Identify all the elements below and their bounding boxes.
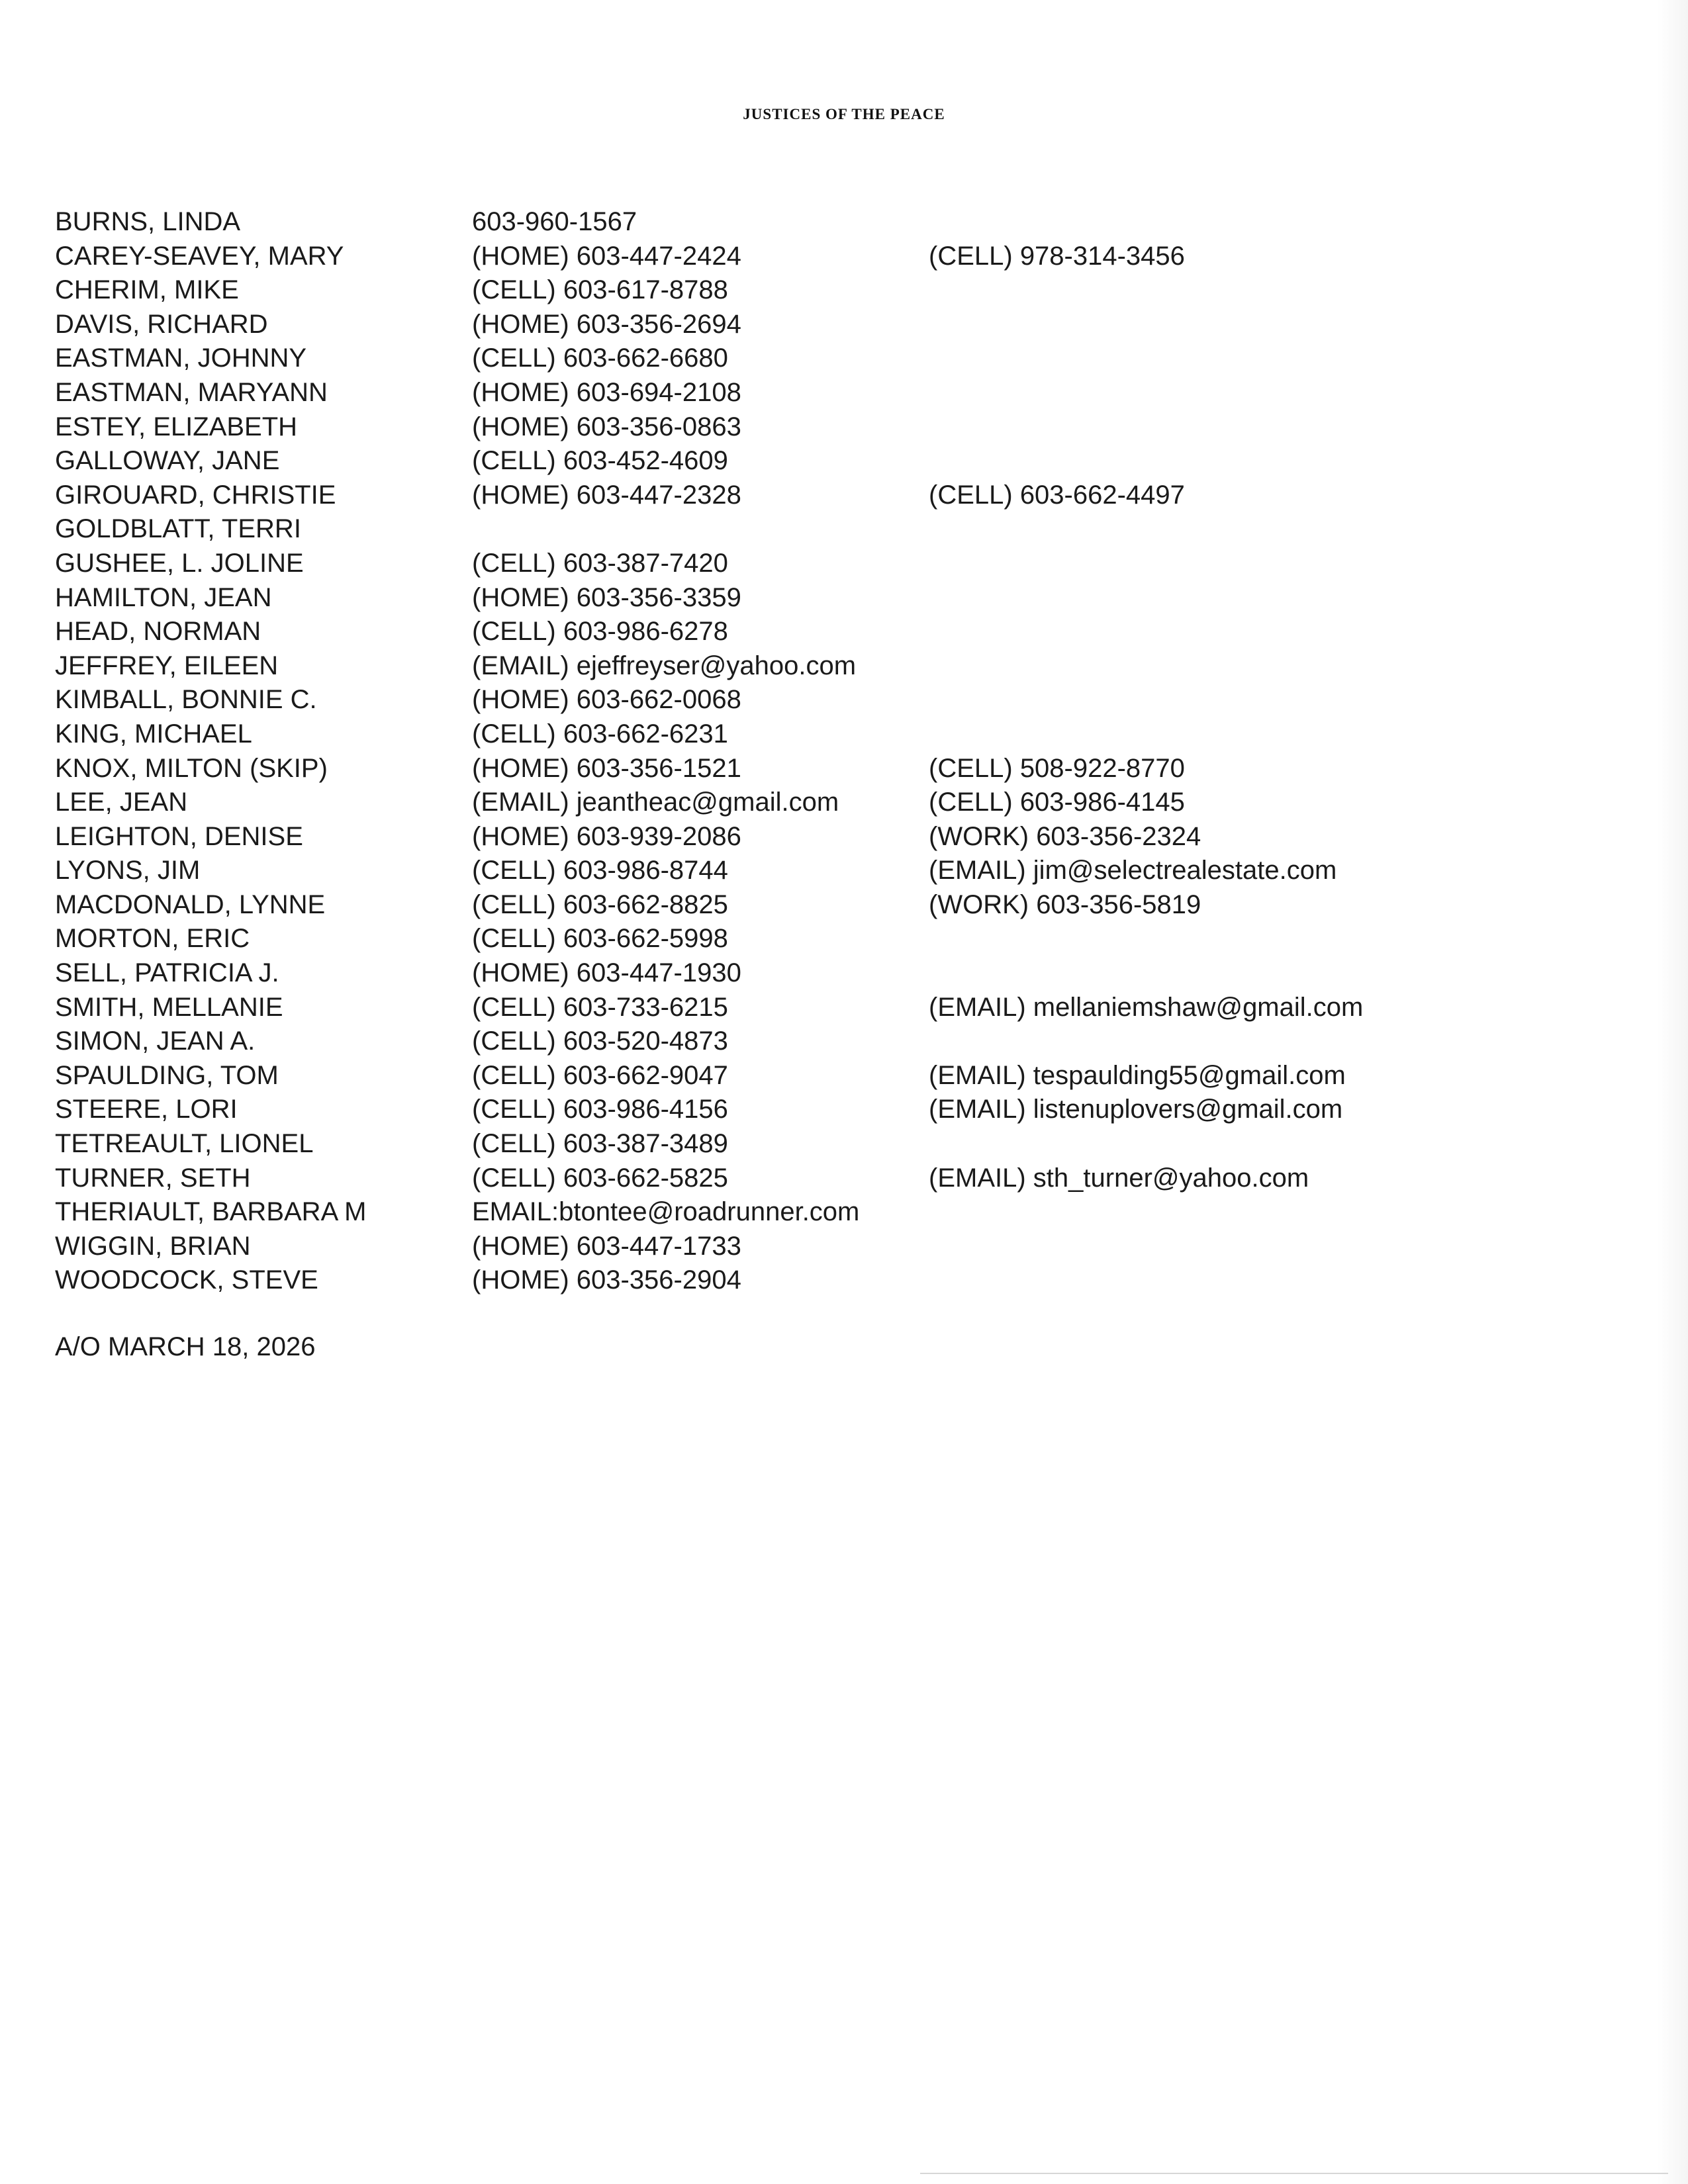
scan-edge-shadow bbox=[1658, 0, 1688, 2184]
justice-name: BURNS, LINDA bbox=[55, 207, 241, 236]
primary-contact: (CELL) 603-733-6215 bbox=[472, 992, 728, 1022]
justice-name: EASTMAN, MARYANN bbox=[55, 377, 328, 407]
list-row bbox=[55, 205, 1445, 240]
justice-name: ESTEY, ELIZABETH bbox=[55, 412, 298, 441]
secondary-contact: (CELL) 603-662-4497 bbox=[929, 480, 1185, 510]
secondary-contact: (CELL) 978-314-3456 bbox=[929, 241, 1185, 271]
justice-name: SPAULDING, TOM bbox=[55, 1060, 279, 1090]
list-row bbox=[55, 922, 1445, 956]
list-row bbox=[55, 1059, 1445, 1093]
justice-name: CAREY-SEAVEY, MARY bbox=[55, 241, 344, 271]
list-row bbox=[55, 581, 1445, 615]
list-row bbox=[55, 478, 1445, 513]
justice-name: GALLOWAY, JANE bbox=[55, 446, 280, 476]
justice-name: GOLDBLATT, TERRI bbox=[55, 514, 301, 544]
justice-name: JEFFREY, EILEEN bbox=[55, 651, 279, 680]
justice-name: HEAD, NORMAN bbox=[55, 617, 261, 647]
justice-name: TETREAULT, LIONEL bbox=[55, 1129, 314, 1159]
primary-contact: (HOME) 603-447-2328 bbox=[472, 480, 741, 510]
primary-contact: (CELL) 603-986-8744 bbox=[472, 856, 728, 886]
secondary-contact: (EMAIL) jim@selectrealestate.com bbox=[929, 856, 1337, 886]
justice-name: GUSHEE, L. JOLINE bbox=[55, 548, 304, 578]
primary-contact: (HOME) 603-356-0863 bbox=[472, 412, 741, 441]
list-row bbox=[55, 1195, 1445, 1230]
primary-contact: EMAIL:btontee@roadrunner.com bbox=[472, 1197, 860, 1227]
primary-contact: (HOME) 603-694-2108 bbox=[472, 377, 741, 407]
primary-contact: (EMAIL) jeantheac@gmail.com bbox=[472, 788, 839, 817]
primary-contact: (CELL) 603-387-3489 bbox=[472, 1129, 728, 1159]
list-row bbox=[55, 341, 1445, 376]
secondary-contact: (EMAIL) sth_turner@yahoo.com bbox=[929, 1163, 1309, 1193]
justice-name: LEE, JEAN bbox=[55, 788, 188, 817]
justice-name: SIMON, JEAN A. bbox=[55, 1026, 256, 1056]
secondary-contact: (CELL) 603-986-4145 bbox=[929, 788, 1185, 817]
justice-name: LYONS, JIM bbox=[55, 856, 201, 886]
justice-name: TURNER, SETH bbox=[55, 1163, 251, 1193]
justice-name: KING, MICHAEL bbox=[55, 719, 252, 749]
list-row bbox=[55, 547, 1445, 581]
justice-name: DAVIS, RICHARD bbox=[55, 309, 268, 339]
justice-name: WOODCOCK, STEVE bbox=[55, 1265, 318, 1295]
primary-contact: (HOME) 603-447-1930 bbox=[472, 958, 741, 988]
justice-name: THERIAULT, BARBARA M bbox=[55, 1197, 367, 1227]
list-row bbox=[55, 1127, 1445, 1161]
primary-contact: (CELL) 603-387-7420 bbox=[472, 548, 728, 578]
secondary-contact: (CELL) 508-922-8770 bbox=[929, 753, 1185, 783]
primary-contact: (HOME) 603-356-1521 bbox=[472, 753, 741, 783]
list-row bbox=[55, 786, 1445, 820]
primary-contact: (HOME) 603-939-2086 bbox=[472, 821, 741, 851]
primary-contact: (EMAIL) ejeffreyser@yahoo.com bbox=[472, 651, 857, 680]
primary-contact: (HOME) 603-447-1733 bbox=[472, 1231, 741, 1261]
list-row bbox=[55, 1024, 1445, 1059]
list-row bbox=[55, 752, 1445, 786]
as-of-date: A/O MARCH 18, 2026 bbox=[55, 1332, 316, 1361]
list-row bbox=[55, 717, 1445, 752]
list-row bbox=[55, 854, 1445, 888]
primary-contact: (CELL) 603-520-4873 bbox=[472, 1026, 728, 1056]
list-row bbox=[55, 888, 1445, 923]
primary-contact: (HOME) 603-356-2694 bbox=[472, 309, 741, 339]
justice-name: STEERE, LORI bbox=[55, 1095, 238, 1124]
justices-list bbox=[55, 205, 1445, 1298]
primary-contact: 603-960-1567 bbox=[472, 207, 637, 236]
primary-contact: (HOME) 603-447-2424 bbox=[472, 241, 741, 271]
scan-bottom-edge bbox=[920, 2173, 1668, 2174]
list-row bbox=[55, 1093, 1445, 1127]
primary-contact: (CELL) 603-662-5825 bbox=[472, 1163, 728, 1193]
primary-contact: (CELL) 603-662-9047 bbox=[472, 1060, 728, 1090]
secondary-contact: (EMAIL) mellaniemshaw@gmail.com bbox=[929, 992, 1364, 1022]
justice-name: MACDONALD, LYNNE bbox=[55, 889, 326, 919]
primary-contact: (CELL) 603-662-6680 bbox=[472, 343, 728, 373]
list-row bbox=[55, 820, 1445, 854]
list-row bbox=[55, 649, 1445, 684]
list-row bbox=[55, 1263, 1445, 1298]
list-row bbox=[55, 991, 1445, 1025]
justice-name: HAMILTON, JEAN bbox=[55, 582, 272, 612]
primary-contact: (HOME) 603-356-3359 bbox=[472, 582, 741, 612]
justice-name: EASTMAN, JOHNNY bbox=[55, 343, 307, 373]
list-row bbox=[55, 1161, 1445, 1196]
secondary-contact: (EMAIL) tespaulding55@gmail.com bbox=[929, 1060, 1346, 1090]
list-row bbox=[55, 240, 1445, 274]
secondary-contact: (WORK) 603-356-2324 bbox=[929, 821, 1201, 851]
secondary-contact: (EMAIL) listenuplovers@gmail.com bbox=[929, 1095, 1343, 1124]
page-title: JUSTICES OF THE PEACE bbox=[743, 106, 945, 122]
justice-name: LEIGHTON, DENISE bbox=[55, 821, 303, 851]
primary-contact: (CELL) 603-986-4156 bbox=[472, 1095, 728, 1124]
primary-contact: (CELL) 603-452-4609 bbox=[472, 446, 728, 476]
justice-name: CHERIM, MIKE bbox=[55, 275, 239, 305]
primary-contact: (HOME) 603-662-0068 bbox=[472, 685, 741, 715]
list-row bbox=[55, 1230, 1445, 1264]
secondary-contact: (WORK) 603-356-5819 bbox=[929, 889, 1201, 919]
justice-name: KIMBALL, BONNIE C. bbox=[55, 685, 317, 715]
primary-contact: (HOME) 603-356-2904 bbox=[472, 1265, 741, 1295]
list-row bbox=[55, 512, 1445, 547]
list-row bbox=[55, 683, 1445, 717]
justice-name: SMITH, MELLANIE bbox=[55, 992, 283, 1022]
primary-contact: (CELL) 603-662-5998 bbox=[472, 924, 728, 954]
list-row bbox=[55, 410, 1445, 445]
justice-name: MORTON, ERIC bbox=[55, 924, 250, 954]
justice-name: WIGGIN, BRIAN bbox=[55, 1231, 251, 1261]
list-row bbox=[55, 615, 1445, 649]
primary-contact: (CELL) 603-986-6278 bbox=[472, 617, 728, 647]
list-row bbox=[55, 273, 1445, 308]
list-row bbox=[55, 444, 1445, 478]
list-row bbox=[55, 308, 1445, 342]
justice-name: SELL, PATRICIA J. bbox=[55, 958, 279, 988]
primary-contact: (CELL) 603-662-8825 bbox=[472, 889, 728, 919]
justice-name: GIROUARD, CHRISTIE bbox=[55, 480, 336, 510]
primary-contact: (CELL) 603-662-6231 bbox=[472, 719, 728, 749]
primary-contact: (CELL) 603-617-8788 bbox=[472, 275, 728, 305]
list-row bbox=[55, 376, 1445, 410]
list-row bbox=[55, 956, 1445, 991]
justice-name: KNOX, MILTON (SKIP) bbox=[55, 753, 328, 783]
